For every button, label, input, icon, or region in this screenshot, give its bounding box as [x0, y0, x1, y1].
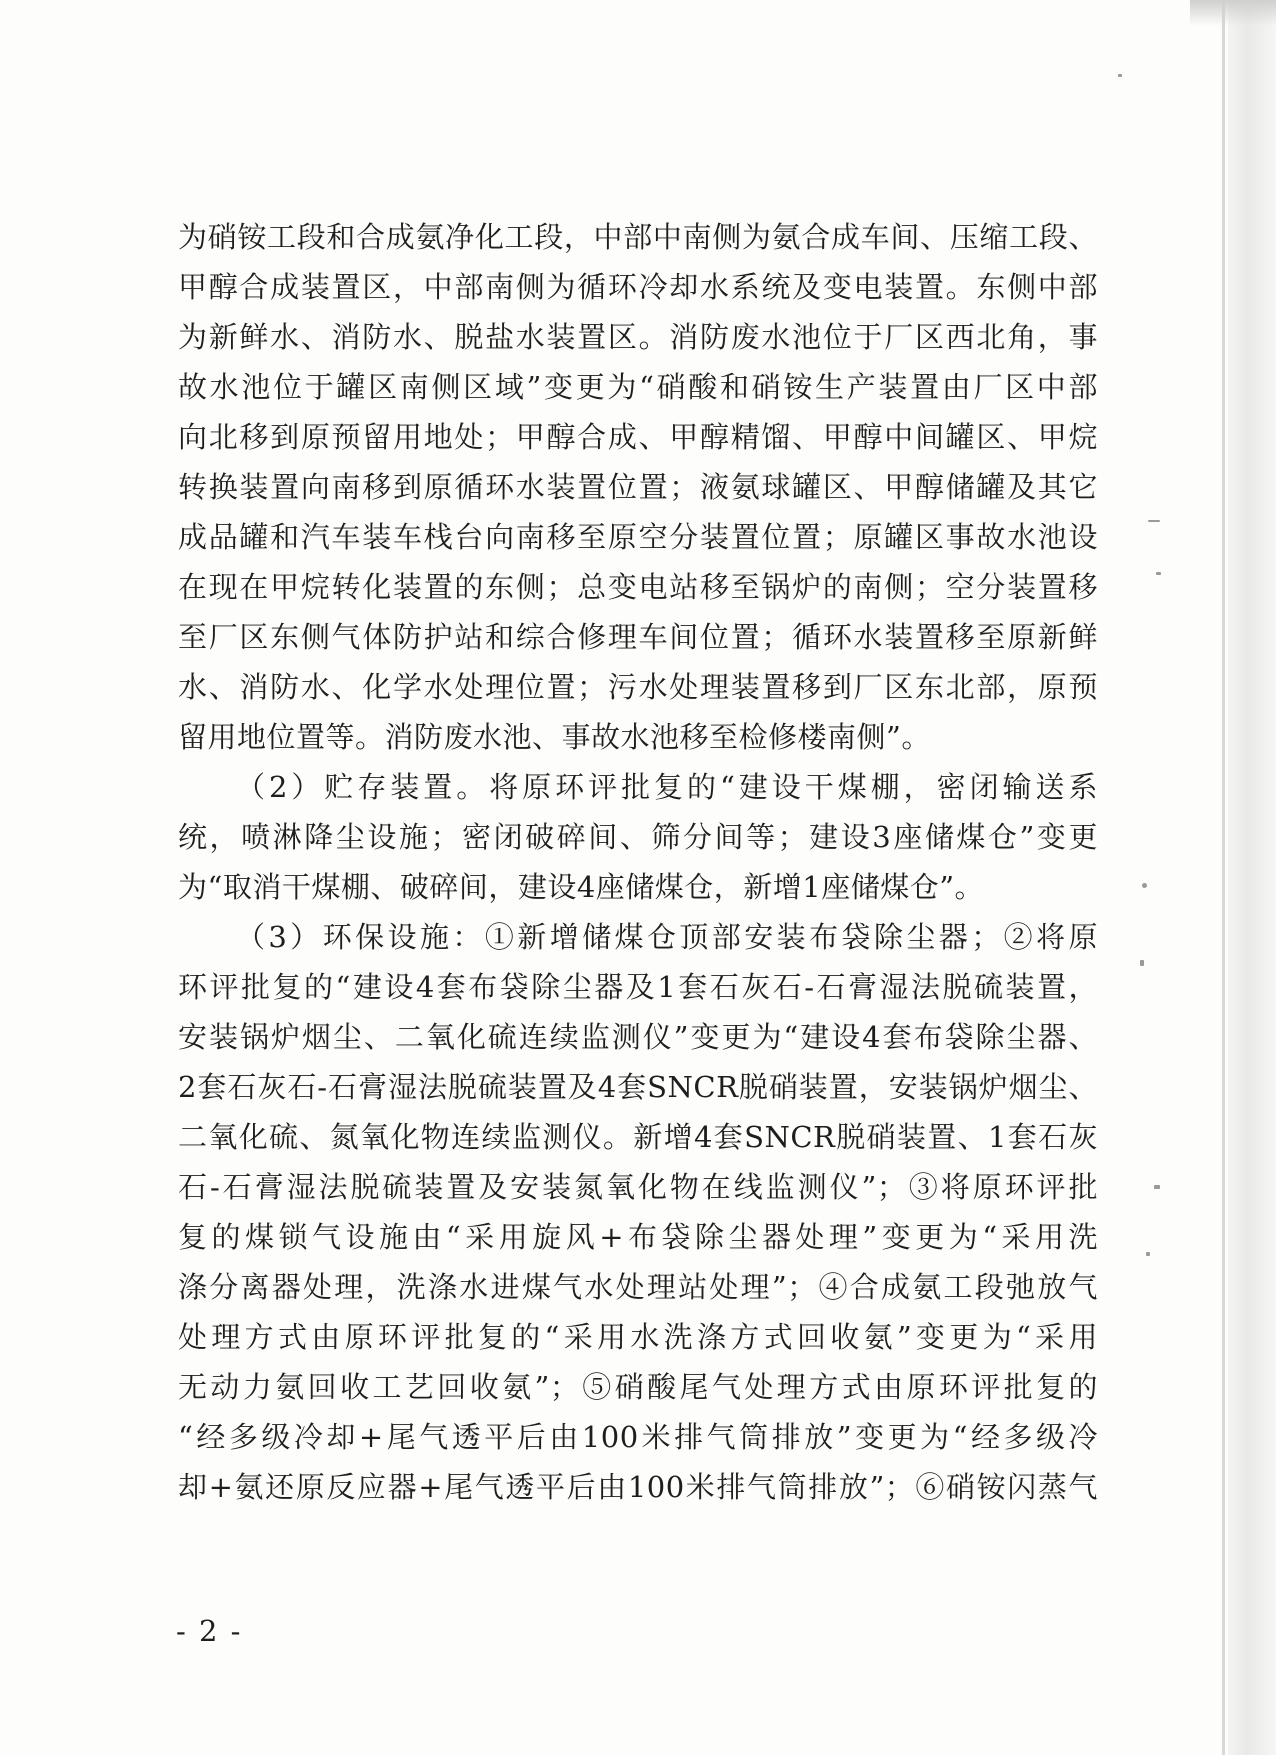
- scan-speck: [1140, 960, 1144, 966]
- scan-speck: [1156, 572, 1161, 575]
- scan-speck: [1146, 1252, 1150, 1256]
- text-line: 甲醇合成装置区，中部南侧为循环冷却水系统及变电装置。东侧中部: [178, 270, 1098, 304]
- text-line: 留用地位置等。消防废水池、事故水池移至检修楼南侧”。: [178, 720, 931, 754]
- text-line: 水、消防水、化学水处理位置；污水处理装置移到厂区东北部，原预: [178, 670, 1098, 704]
- text-line: 环评批复的“建设4套布袋除尘器及1套石灰石-石膏湿法脱硫装置，: [178, 970, 1098, 1004]
- text-line: 成品罐和汽车装车栈台向南移至原空分装置位置；原罐区事故水池设: [178, 520, 1098, 554]
- text-line: 转换装置向南移到原循环水装置位置；液氨球罐区、甲醇储罐及其它: [178, 470, 1098, 504]
- text-line: 却+氨还原反应器+尾气透平后由100米排气筒排放”；⑥硝铵闪蒸气: [178, 1470, 1098, 1504]
- scan-speck: [1148, 520, 1160, 522]
- text-line: 为硝铵工段和合成氨净化工段，中部中南侧为氨合成车间、压缩工段、: [178, 220, 1098, 254]
- text-line: 复的煤锁气设施由“采用旋风+布袋除尘器处理”变更为“采用洗: [178, 1220, 1098, 1254]
- text-line: 石-石膏湿法脱硫装置及安装氮氧化物在线监测仪”；③将原环评批: [178, 1170, 1098, 1204]
- scan-speck: [1154, 1185, 1160, 1189]
- page-number: - 2 -: [176, 1614, 243, 1648]
- text-line: 处理方式由原环评批复的“采用水洗涤方式回收氨”变更为“采用: [178, 1320, 1098, 1354]
- text-line-paragraph-start: （3）环保设施：①新增储煤仓顶部安装布袋除尘器；②将原: [236, 920, 1098, 954]
- text-line: 在现在甲烷转化装置的东侧；总变电站移至锅炉的南侧；空分装置移: [178, 570, 1098, 604]
- scan-speck: [1118, 74, 1122, 77]
- text-line-paragraph-start: （2）贮存装置。将原环评批复的“建设干煤棚，密闭输送系: [236, 770, 1098, 804]
- text-line: 为“取消干煤棚、破碎间，建设4座储煤仓，新增1座储煤仓”。: [178, 870, 985, 904]
- scanner-edge-margin: [1228, 0, 1276, 1755]
- text-line: 至厂区东侧气体防护站和综合修理车间位置；循环水装置移至原新鲜: [178, 620, 1098, 654]
- scan-speck: [1142, 883, 1147, 888]
- text-line: 为新鲜水、消防水、脱盐水装置区。消防废水池位于厂区西北角，事: [178, 320, 1098, 354]
- page-fold-line: [1222, 0, 1225, 1755]
- text-line: 统，喷淋降尘设施；密闭破碎间、筛分间等；建设3座储煤仓”变更: [178, 820, 1098, 854]
- text-line: “经多级冷却+尾气透平后由100米排气筒排放”变更为“经多级冷: [178, 1420, 1098, 1454]
- text-line: 无动力氨回收工艺回收氨”；⑤硝酸尾气处理方式由原环评批复的: [178, 1370, 1098, 1404]
- text-line: 2套石灰石-石膏湿法脱硫装置及4套SNCR脱硝装置，安装锅炉烟尘、: [178, 1070, 1098, 1104]
- text-line: 故水池位于罐区南侧区域”变更为“硝酸和硝铵生产装置由厂区中部: [178, 370, 1098, 404]
- text-line: 二氧化硫、氮氧化物连续监测仪。新增4套SNCR脱硝装置、1套石灰: [178, 1120, 1098, 1154]
- corner-shadow: [1190, 0, 1276, 26]
- text-line: 向北移到原预留用地处；甲醇合成、甲醇精馏、甲醇中间罐区、甲烷: [178, 420, 1098, 454]
- text-line: 安装锅炉烟尘、二氧化硫连续监测仪”变更为“建设4套布袋除尘器、: [178, 1020, 1098, 1054]
- text-line: 涤分离器处理，洗涤水进煤气水处理站处理”；④合成氨工段弛放气: [178, 1270, 1098, 1304]
- body-text: [178, 212, 1098, 1512]
